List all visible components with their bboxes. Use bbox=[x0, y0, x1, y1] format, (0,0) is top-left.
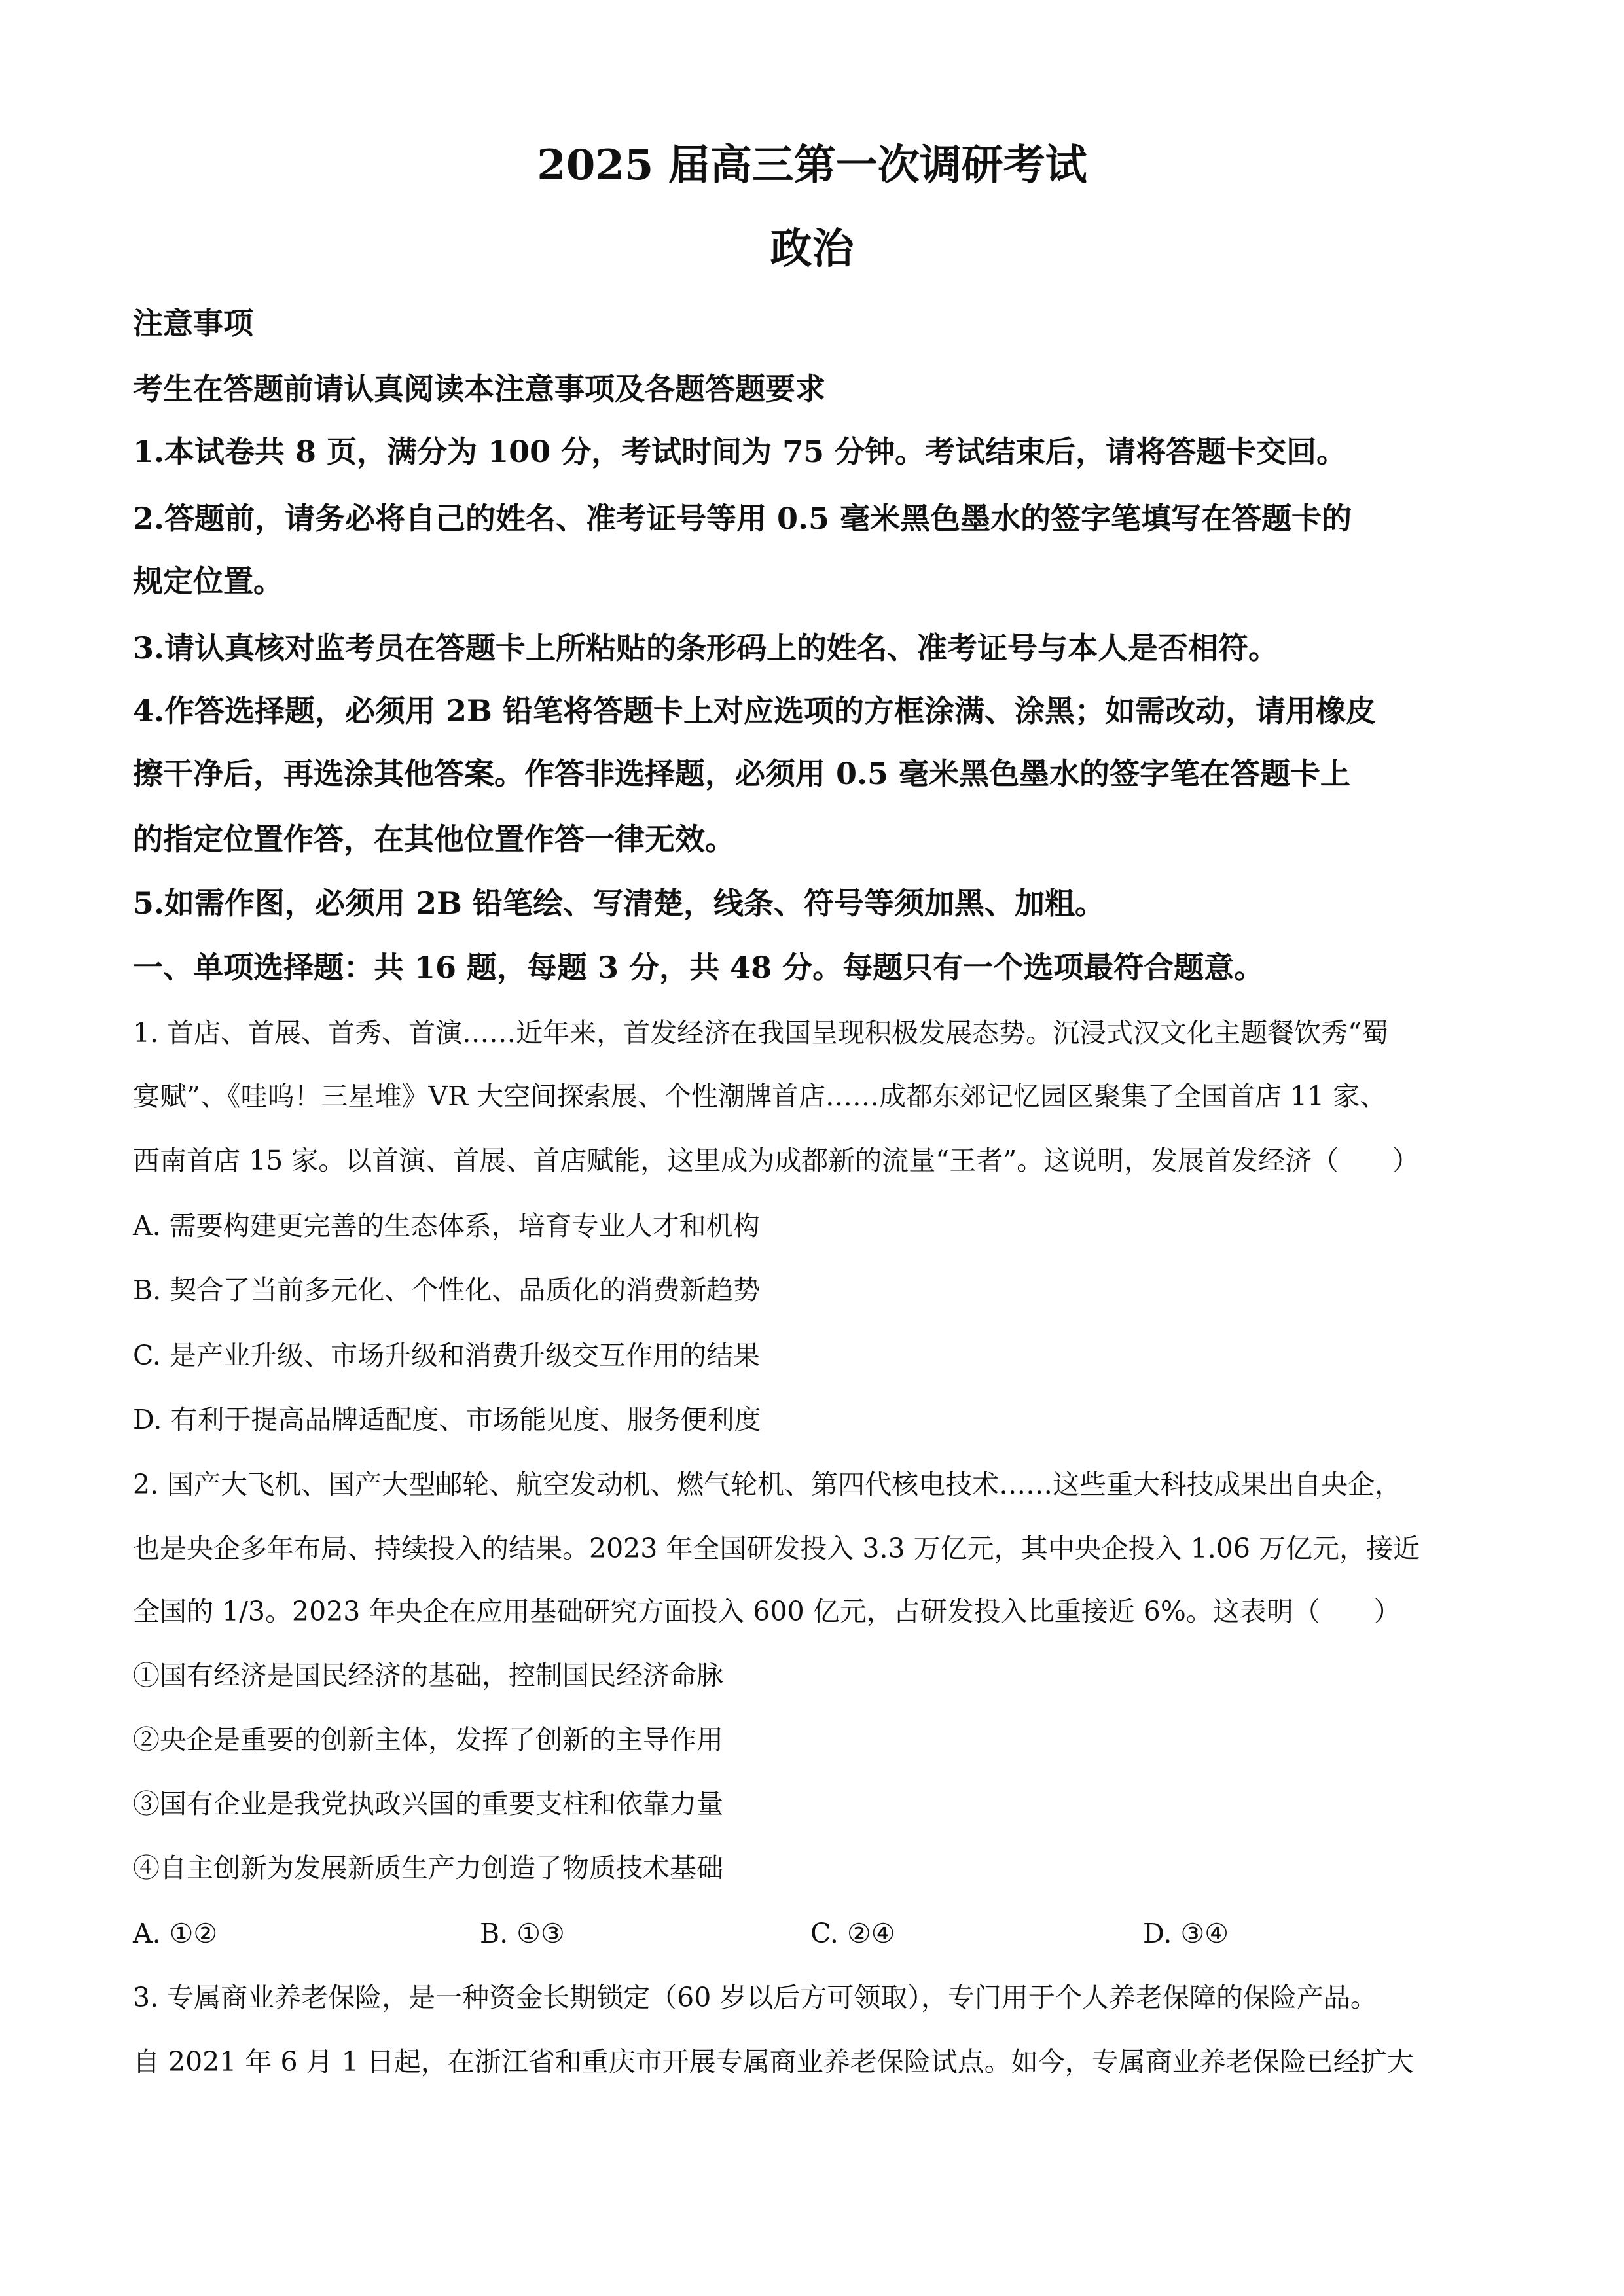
notice-item-2: 2.答题前，请务必将自己的姓名、准考证号等用 0.5 毫米黑色墨水的签字笔填写在答题卡的 bbox=[133, 501, 1352, 536]
q2-stem-line: 全国的 1/3。2023 年央企在应用基础研究方面投入 600 亿元，占研发投入比重接近 6%。这表明（ ） bbox=[133, 1596, 1401, 1627]
notice-item-4: 4.作答选择题，必须用 2B 铅笔将答题卡上对应选项的方框涂满、涂黑；如需改动，请用橡皮 bbox=[133, 693, 1376, 728]
notice-item-1: 1.本试卷共 8 页，满分为 100 分，考试时间为 75 分钟。考试结束后，请将答题卡交回。 bbox=[133, 434, 1347, 469]
notice-intro: 考生在答题前请认真阅读本注意事项及各题答题要求 bbox=[133, 371, 825, 406]
exam-title: 2025 届高三第一次调研考试 bbox=[537, 141, 1087, 190]
q3-stem-line: 自 2021 年 6 月 1 日起，在浙江省和重庆市开展专属商业养老保险试点。如今，专属商业养老保险已经扩大 bbox=[133, 2046, 1414, 2077]
q1-stem-line: 西南首店 15 家。以首演、首展、首店赋能，这里成为成都新的流量“王者”。这说明，发展首发经济（ ） bbox=[133, 1145, 1420, 1176]
section-heading: 一、单项选择题：共 16 题，每题 3 分，共 48 分。每题只有一个选项最符合题意。 bbox=[133, 950, 1265, 985]
q1-option-a: A. 需要构建更完善的生态体系，培育专业人才和机构 bbox=[133, 1210, 760, 1242]
q1-option-d: D. 有利于提高品牌适配度、市场能见度、服务便利度 bbox=[133, 1404, 761, 1435]
q1-stem-line: 宴赋”、《哇呜！三星堆》VR 大空间探索展、个性潮牌首店……成都东郊记忆园区聚集了全国首店 11 家、 bbox=[133, 1081, 1387, 1112]
q2-statement-2: ②央企是重要的创新主体，发挥了创新的主导作用 bbox=[133, 1724, 723, 1755]
q2-statement-4: ④自主创新为发展新质生产力创造了物质技术基础 bbox=[133, 1852, 723, 1884]
notice-item-2-cont: 规定位置。 bbox=[133, 564, 283, 599]
q2-option-b: B. ①③ bbox=[480, 1918, 565, 1949]
notice-heading: 注意事项 bbox=[133, 306, 253, 341]
q2-option-d: D. ③④ bbox=[1143, 1918, 1229, 1949]
notice-item-4-cont: 擦干净后，再选涂其他答案。作答非选择题，必须用 0.5 毫米黑色墨水的签字笔在答题卡上 bbox=[133, 756, 1351, 791]
q3-stem-line: 3. 专属商业养老保险，是一种资金长期锁定（60 岁以后方可领取），专门用于个人养老保障的保险产品。 bbox=[133, 1982, 1377, 2013]
q2-statement-3: ③国有企业是我党执政兴国的重要支柱和依靠力量 bbox=[133, 1788, 723, 1820]
notice-item-3: 3.请认真核对监考员在答题卡上所粘贴的条形码上的姓名、准考证号与本人是否相符。 bbox=[133, 630, 1279, 666]
q2-stem-line: 也是央企多年布局、持续投入的结果。2023 年全国研发投入 3.3 万亿元，其中央企投入 1.06 万亿元，接近 bbox=[133, 1533, 1420, 1564]
subject-title: 政治 bbox=[770, 224, 854, 274]
q1-stem-line: 1. 首店、首展、首秀、首演……近年来，首发经济在我国呈现积极发展态势。沉浸式汉文化主题餐饮秀“蜀 bbox=[133, 1017, 1389, 1049]
q2-stem-line: 2. 国产大飞机、国产大型邮轮、航空发动机、燃气轮机、第四代核电技术……这些重大科技成果出自央企， bbox=[133, 1469, 1402, 1500]
q2-options-row bbox=[133, 1914, 1507, 1953]
notice-item-4-cont-2: 的指定位置作答，在其他位置作答一律无效。 bbox=[133, 821, 735, 857]
notice-item-5: 5.如需作图，必须用 2B 铅笔绘、写清楚，线条、符号等须加黑、加粗。 bbox=[133, 886, 1105, 921]
q2-option-c: C. ②④ bbox=[810, 1918, 895, 1949]
q1-option-c: C. 是产业升级、市场升级和消费升级交互作用的结果 bbox=[133, 1340, 760, 1371]
q1-option-b: B. 契合了当前多元化、个性化、品质化的消费新趋势 bbox=[133, 1274, 761, 1306]
q2-option-a: A. ①② bbox=[133, 1918, 218, 1949]
q2-statement-1: ①国有经济是国民经济的基础，控制国民经济命脉 bbox=[133, 1660, 723, 1691]
